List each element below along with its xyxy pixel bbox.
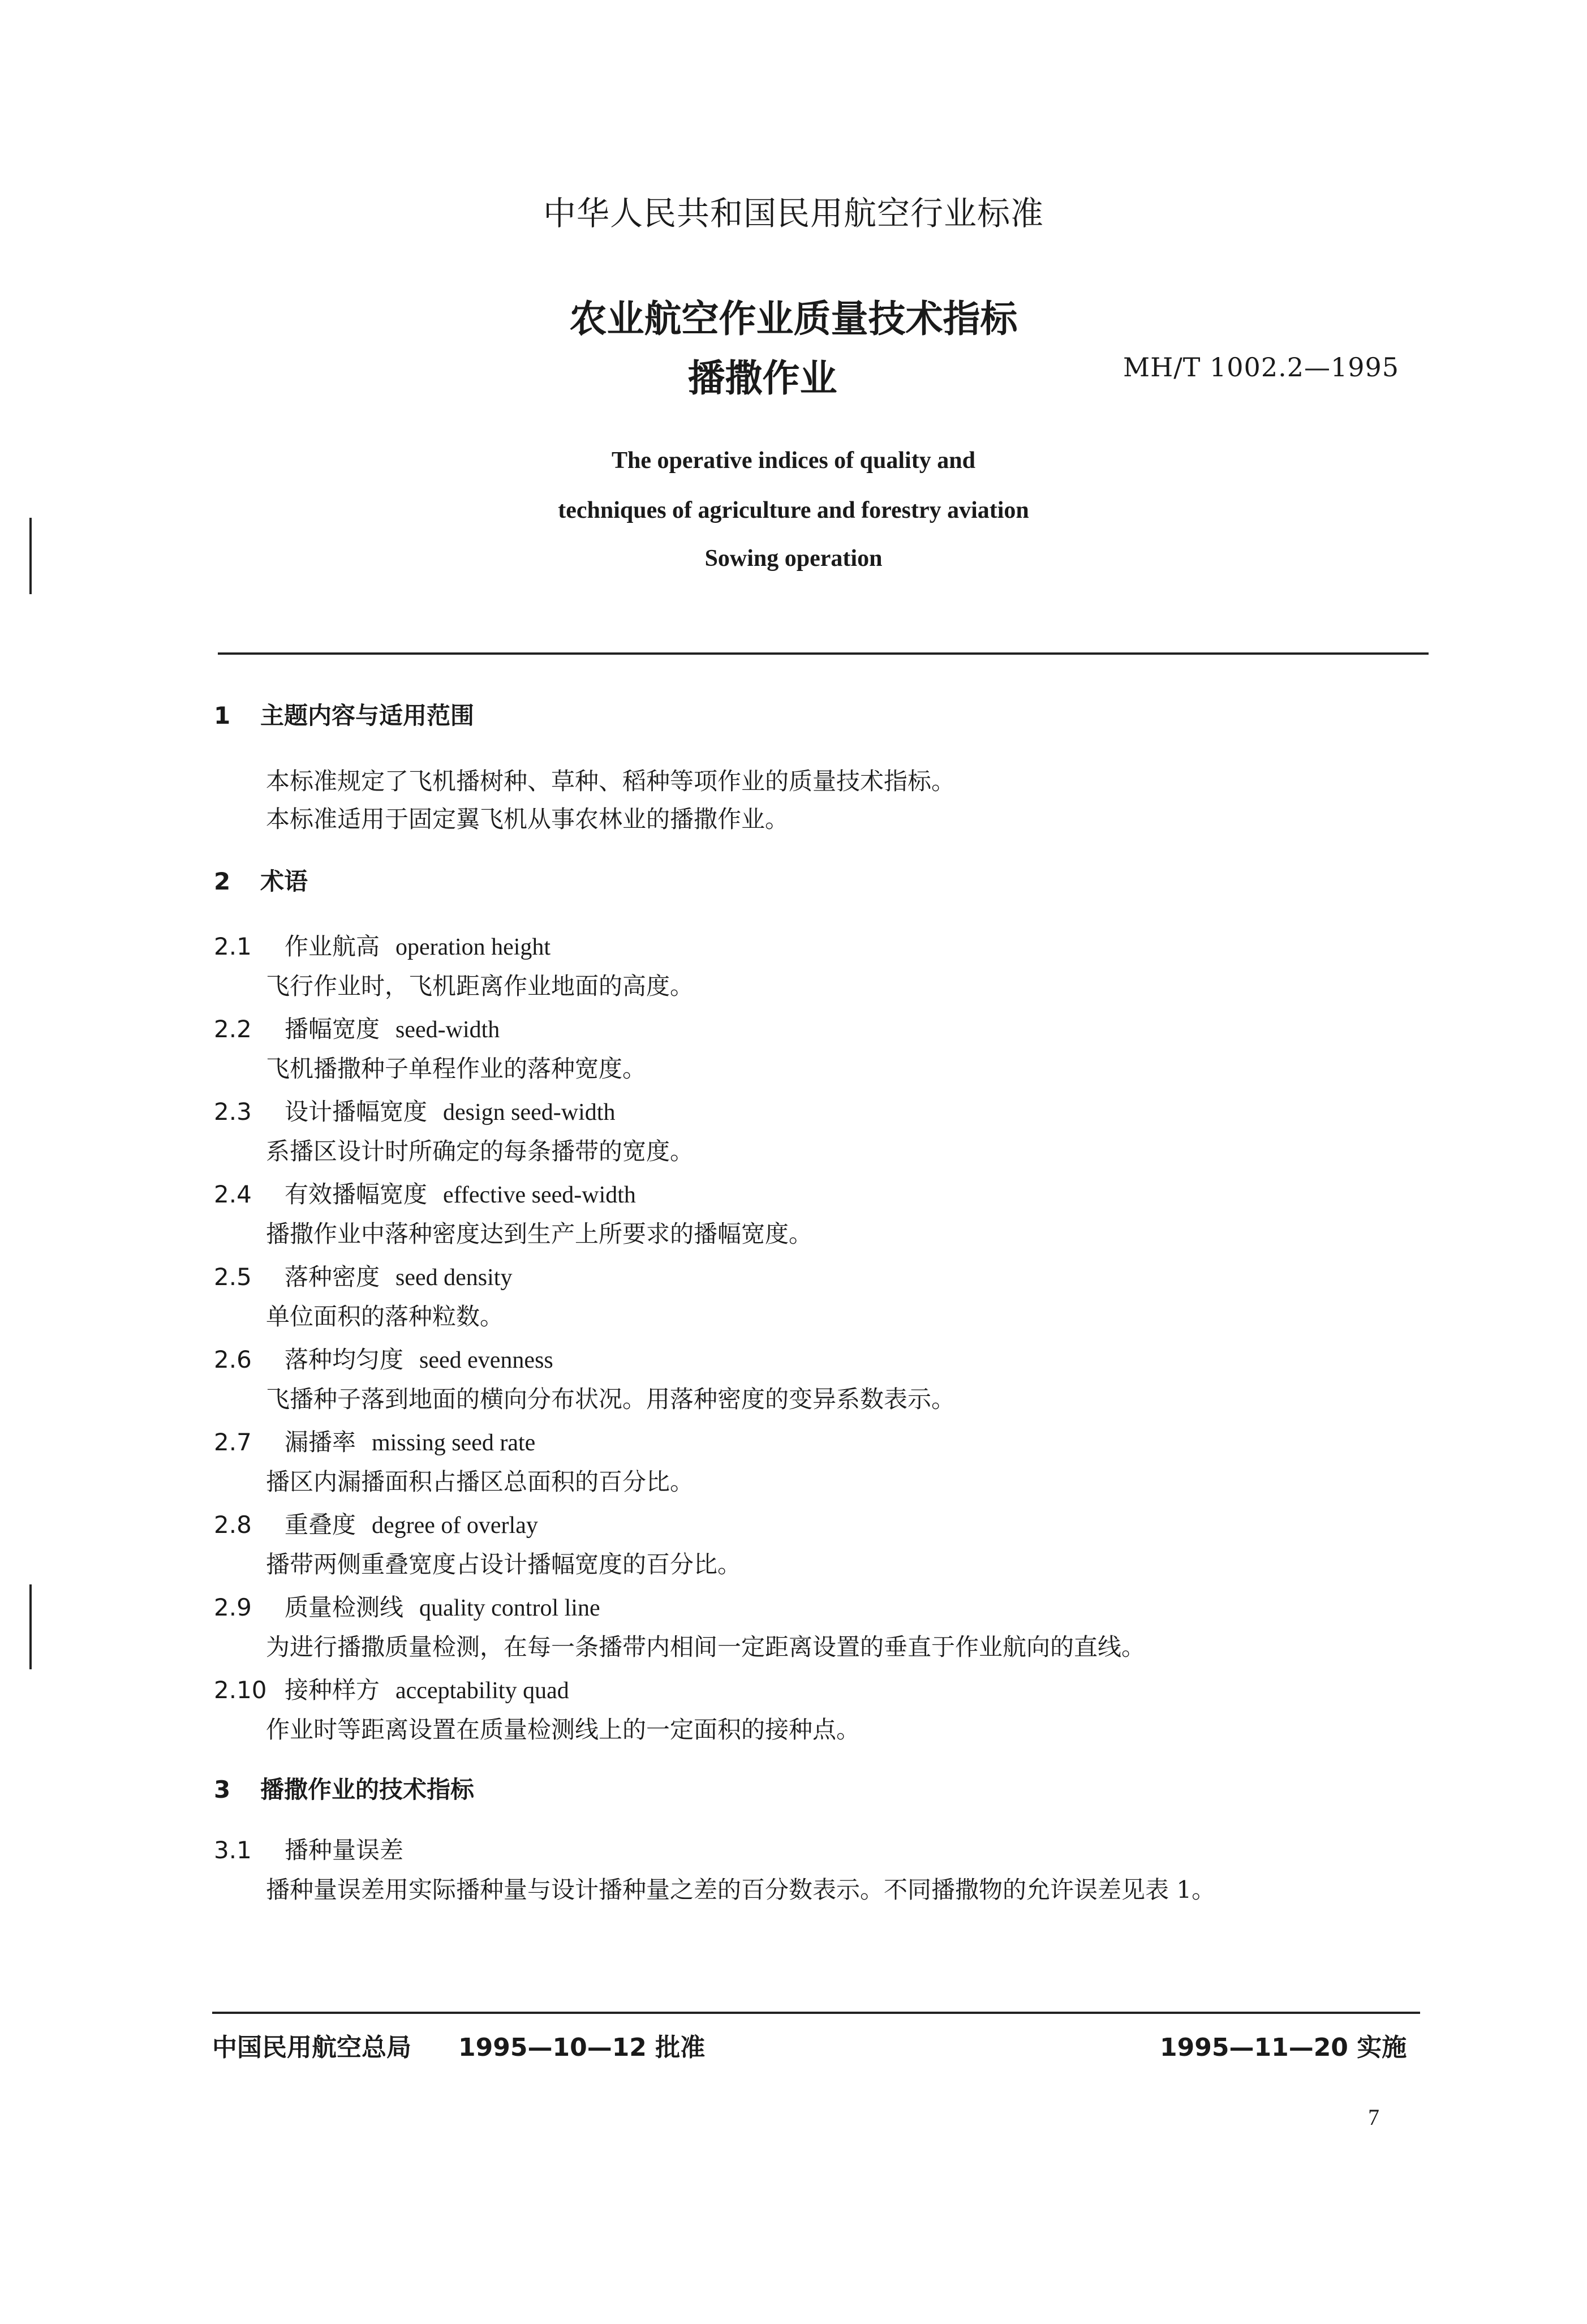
standard-code: MH/T 1002.2—1995 (1123, 352, 1400, 383)
term-definition: 飞行作业时，飞机距离作业地面的高度。 (266, 972, 694, 1000)
title-en-line2: techniques of agriculture and forestry aviation (558, 497, 1029, 523)
term-en: design seed-width (443, 1099, 616, 1126)
title-en-line1: The operative indices of quality and (612, 448, 975, 474)
subsection-3-1-text: 播种量误差用实际播种量与设计播种量之差的百分数表示。不同播撒物的允许误差见表 1。 (266, 1876, 1216, 1904)
term-entry (214, 928, 550, 962)
term-number: 2.3 (214, 1098, 252, 1126)
term-number: 2.5 (214, 1263, 252, 1291)
term-cn: 重叠度 (285, 1511, 356, 1539)
term-number: 2.2 (214, 1015, 252, 1043)
footer-approve-date: 1995—10—12 批准 (458, 2033, 706, 2062)
term-entry (214, 1176, 636, 1210)
page-number: 7 (1368, 2104, 1379, 2130)
title-en-line3: Sowing operation (704, 545, 883, 572)
margin-mark-bottom (29, 1584, 32, 1669)
term-en: seed density (395, 1265, 513, 1291)
term-entry (214, 1258, 512, 1292)
term-en: degree of overlay (372, 1513, 538, 1539)
term-entry (214, 1011, 500, 1045)
section-2-heading (214, 863, 308, 897)
title-cn-line1: 农业航空作业质量技术指标 (569, 297, 1018, 341)
term-number: 2.4 (214, 1180, 252, 1208)
section-title: 播撒作业的技术指标 (260, 1776, 475, 1803)
term-cn: 设计播幅宽度 (285, 1098, 428, 1126)
section-number: 3 (214, 1776, 231, 1803)
term-en: seed-width (395, 1017, 500, 1043)
term-cn: 接种样方 (285, 1676, 380, 1704)
title-cn-line2: 播撒作业 (687, 356, 837, 400)
term-number: 2.6 (214, 1346, 252, 1373)
term-cn: 漏播率 (285, 1428, 356, 1456)
term-en: missing seed rate (372, 1430, 536, 1456)
section-title: 主题内容与适用范围 (260, 702, 475, 729)
term-entry (214, 1589, 600, 1623)
standard-header: 中华人民共和国民用航空行业标准 (543, 194, 1044, 233)
section-1-para-1: 本标准规定了飞机播树种、草种、稻种等项作业的质量技术指标。 (266, 767, 956, 795)
section-1-para-2: 本标准适用于固定翼飞机从事农林业的播撒作业。 (266, 805, 789, 833)
subsection-3-1 (214, 1832, 403, 1866)
section-title: 术语 (260, 867, 308, 895)
term-entry (214, 1093, 615, 1127)
term-entry (214, 1672, 569, 1706)
footer-rule (212, 2012, 1420, 2014)
term-definition: 系播区设计时所确定的每条播带的宽度。 (266, 1137, 694, 1165)
term-en: acceptability quad (395, 1678, 569, 1704)
term-definition: 播带两侧重叠宽度占设计播幅宽度的百分比。 (266, 1550, 742, 1578)
term-number: 2.10 (214, 1676, 267, 1704)
subsection-number: 3.1 (214, 1836, 252, 1864)
term-entry (214, 1506, 538, 1540)
term-number: 2.8 (214, 1511, 252, 1539)
term-cn: 落种均匀度 (285, 1346, 404, 1373)
term-definition: 播区内漏播面积占播区总面积的百分比。 (266, 1468, 694, 1496)
term-definition: 飞播种子落到地面的横向分布状况。用落种密度的变异系数表示。 (266, 1385, 956, 1413)
term-cn: 质量检测线 (285, 1593, 404, 1621)
top-rule (218, 652, 1429, 655)
term-definition: 播撒作业中落种密度达到生产上所要求的播幅宽度。 (266, 1220, 813, 1248)
term-definition: 单位面积的落种粒数。 (266, 1303, 504, 1330)
term-definition: 为进行播撒质量检测，在每一条播带内相间一定距离设置的垂直于作业航向的直线。 (266, 1633, 1146, 1661)
term-number: 2.7 (214, 1428, 252, 1456)
term-number: 2.9 (214, 1593, 252, 1621)
term-cn: 播幅宽度 (285, 1015, 380, 1043)
term-definition: 飞机播撒种子单程作业的落种宽度。 (266, 1055, 647, 1082)
term-en: quality control line (419, 1595, 600, 1621)
term-en: seed evenness (419, 1347, 553, 1373)
term-number: 2.1 (214, 933, 252, 960)
term-entry (214, 1341, 553, 1375)
section-number: 2 (214, 867, 231, 895)
section-number: 1 (214, 702, 231, 729)
term-en: effective seed-width (443, 1182, 636, 1208)
subsection-title: 播种量误差 (285, 1836, 404, 1864)
section-1-heading (214, 697, 474, 731)
footer-issuer: 中国民用航空总局 (212, 2033, 411, 2062)
term-definition: 作业时等距离设置在质量检测线上的一定面积的接种点。 (266, 1716, 861, 1743)
term-cn: 有效播幅宽度 (285, 1180, 428, 1208)
section-3-heading (214, 1771, 474, 1805)
footer-implement-date: 1995—11—20 实施 (1160, 2033, 1407, 2062)
term-entry (214, 1424, 535, 1458)
term-cn: 作业航高 (285, 933, 380, 960)
term-cn: 落种密度 (285, 1263, 380, 1291)
term-en: operation height (395, 934, 551, 960)
